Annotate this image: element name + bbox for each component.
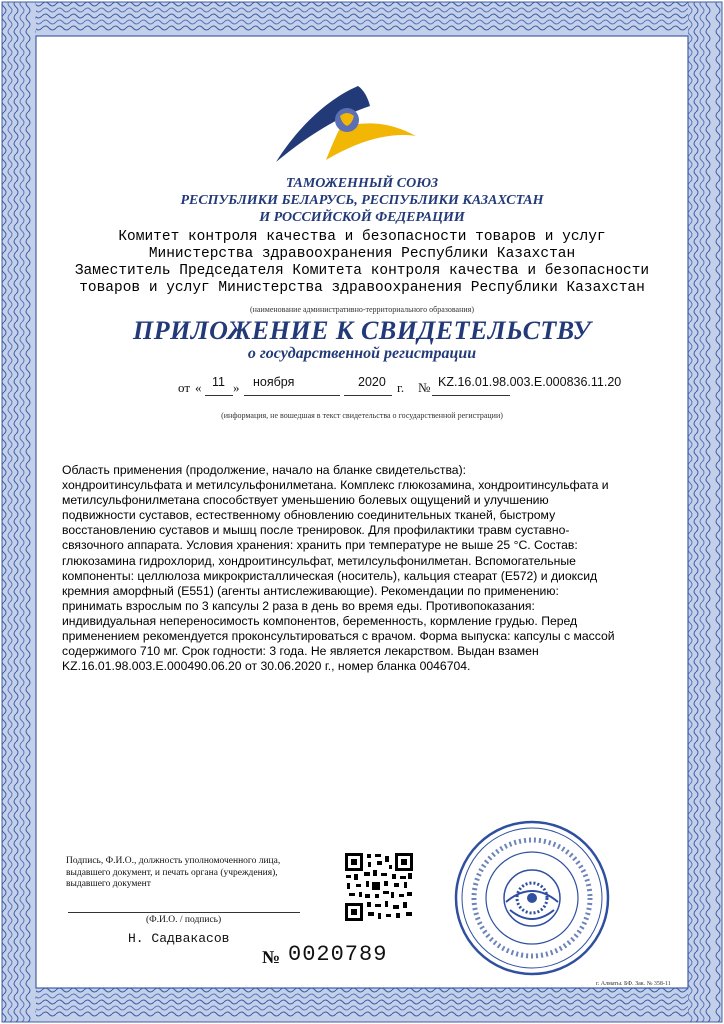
quote-open: « [195, 380, 202, 395]
body-line: метилсульфонилметана способствует уменьшению болевых ощущений и улучшению [62, 493, 549, 508]
body-line: восстановлению суставов и мышц после тренировок. Для профилактики травм суставно- [62, 523, 570, 538]
serial-prefix: № [262, 947, 282, 967]
body-line: индивидуальная непереносимость компонентов, беременность, кормление грудью. Перед [62, 613, 578, 628]
number-label: № [418, 380, 431, 395]
region-note: (наименование административно-территориального образования) [249, 305, 474, 314]
body-line: KZ.16.01.98.003.E.000490.06.20 от 30.06.2020 г., номер бланка 0046704. [62, 659, 471, 674]
registration-day: 11 [212, 375, 225, 389]
registration-number: KZ.16.01.98.003.E.000836.11.20 [438, 375, 622, 389]
body-line: Область применения (продолжение, начало на бланке свидетельства): [62, 463, 467, 477]
info-note: (информация, не вошедшая в текст свидетельства о государственной регистрации) [221, 411, 503, 420]
body-line: кремния аморфный (Е551) (агенты антислеживающие). Рекомендации по применению: [62, 583, 559, 598]
signature-label-line: выдавшего документ [66, 879, 151, 889]
body-line: содержимого 710 мг. Срок годности: 3 года. Не является лекарством. Выдан взамен [62, 644, 539, 659]
official-stamp [452, 818, 612, 978]
body-line: хондроитинсульфата и метилсульфонилметана. Комплекс глюкозамина, хондроитинсульфата и [62, 478, 609, 493]
signature-underline [68, 912, 300, 913]
union-name-line-2: РЕСПУБЛИКИ БЕЛАРУСЬ, РЕСПУБЛИКИ КАЗАХСТАН [180, 193, 544, 208]
body-line: применением рекомендуется проконсультироваться с врачом. Форма выпуска: капсулы с массой [62, 629, 615, 644]
serial-number: 0020789 [288, 942, 388, 967]
year-suffix: г. [397, 380, 405, 395]
union-name-line-1: ТАМОЖЕННЫЙ СОЮЗ [285, 176, 439, 191]
body-line: связочного аппарата. Условия хранения: хранить при температуре не выше 25 °С. Состав: [62, 538, 578, 553]
signer-name: Н. Садвакасов [128, 931, 230, 946]
signature-label-line: Подпись, Ф.И.О., должность уполномоченного лица, [66, 856, 281, 866]
body-line: глюкозамина гидрохлорид, хондроитинсульфат, метилсульфонилметан. Вспомогательные [62, 553, 576, 568]
signature-label [66, 856, 280, 891]
registration-year: 2020 [358, 375, 386, 389]
body-line: подвижности суставов, естественному обновлению соединительных тканей, быстрому [62, 508, 556, 523]
union-name-line-3: И РОССИЙСКОЙ ФЕДЕРАЦИИ [259, 210, 465, 225]
qr-code [344, 852, 414, 922]
fio-label: (Ф.И.О. / подпись) [146, 915, 222, 925]
date-from-label: от [178, 380, 191, 395]
registration-month: ноября [253, 375, 295, 389]
document-subtitle: о государственной регистрации [247, 345, 477, 362]
deputy-line-1: Заместитель Председателя Комитета контроля качества и безопасности [74, 263, 650, 279]
quote-close: » [233, 380, 240, 395]
deputy-line-2: товаров и услуг Министерства здравоохранения Республики Казахстан [79, 280, 645, 296]
committee-line-2: Министерства здравоохранения Республики Казахстан [148, 246, 576, 262]
document-title: ПРИЛОЖЕНИЕ К СВИДЕТЕЛЬСТВУ [132, 316, 592, 345]
body-line: принимать взрослым по 3 капсулы 2 раза в день во время еды. Противопоказания: [62, 598, 535, 613]
body-line: компоненты: целлюлоза микрокристаллическая (носитель), кальция стеарат (Е572) и диоксид [62, 568, 598, 583]
application-text [62, 463, 652, 674]
printer-note: г. Алматы. БФ. Зак. № 358-11 [596, 981, 671, 987]
customs-union-logo [270, 84, 420, 166]
committee-line-1: Комитет контроля качества и безопасности товаров и услуг [118, 229, 606, 245]
signature-label-line: выдавшего документ, и печать органа (учреждения), [66, 867, 278, 878]
